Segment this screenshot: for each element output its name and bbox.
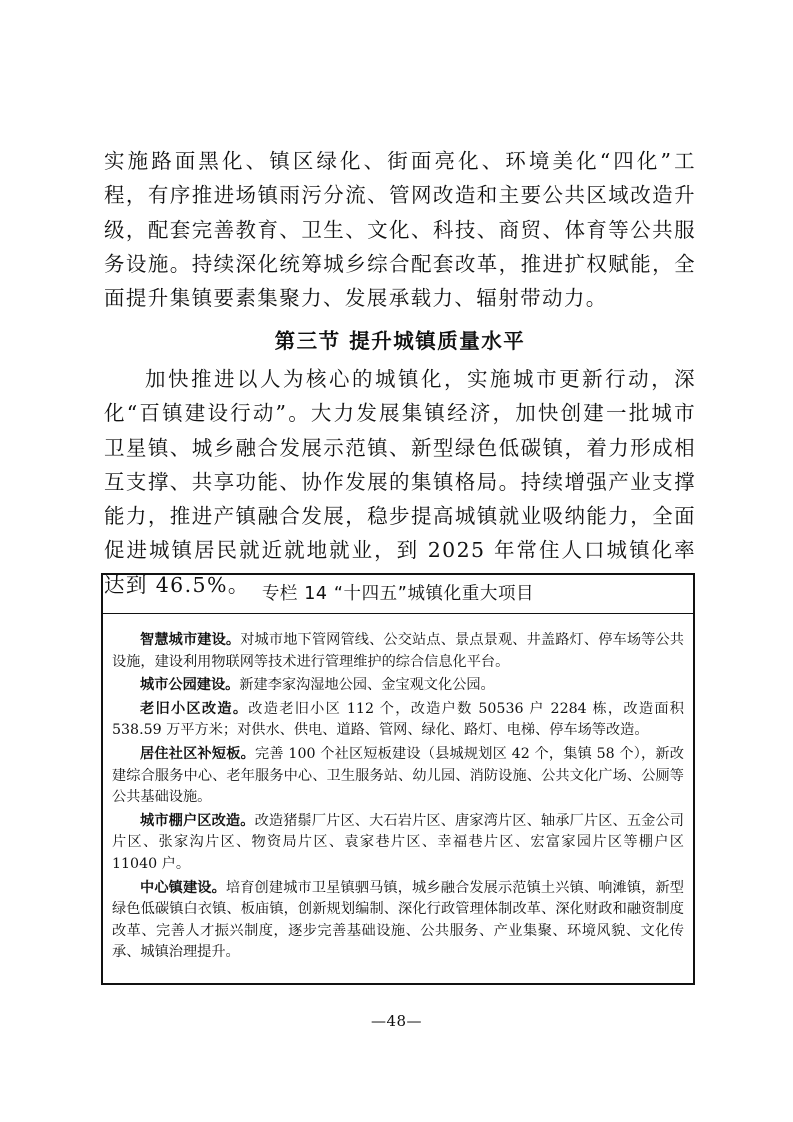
project-item-lead: 智慧城市建设。 [140,632,241,648]
body-paragraph: 实施路面黑化、镇区绿化、街面亮化、环境美化“四化”工程，有序推进场镇雨污分流、管网改造和主要公共区域改造升级，配套完善教育、卫生、文化、科技、商贸、体育等公共服务设施。持续深化统筹城乡综合配套改革，推进扩权赋能，全面提升集镇要素集聚力、发展承载力、辐射带动力。 [104,149,696,311]
project-item-lead: 老旧小区改造。 [140,700,249,717]
project-item-lead: 居住社区补短板。 [140,745,255,762]
project-item-text: 改造老旧小区 112 个，改造户数 50536 户 2284 栋，改造面积 538.59 万平方米；对供水、供电、道路、管网、绿化、路灯、电梯、停车场等改造。 [112,700,684,739]
project-item-text: 培育创建城市卫星镇驷马镇，城乡融合发展示范镇土兴镇、响滩镇，新型绿色低碳镇白衣镇、板庙镇，创新规划编制、深化行政管理体制改革、深化财政和融资制度改革、完善人才振兴制度，逐步完善基础设施、公共服务、产业集聚、环境风貌、文化传承、城镇治理提升。 [112,879,684,961]
project-item-text: 新建李家沟湿地公园、金宝观文化公园。 [239,677,495,694]
project-item-text: 改造猪鬃厂片区、大石岩片区、唐家湾片区、轴承厂片区、五金公司片区、张家沟片区、物资局片区、袁家巷片区、幸福巷片区、宏富家园片区等棚户区 11040 户。 [112,812,684,872]
project-item [112,630,684,673]
project-item-text: 对城市地下管网管线、公交站点、景点景观、井盖路灯、停车场等公共设施，建设利用物联网等技术进行管理维护的综合信息化平台。 [112,632,684,670]
project-item [112,811,684,876]
project-item-text: 完善 100 个社区短板建设（县城规划区 42 个，集镇 58 个），新改建综合服务中心、老年服务中心、卫生服务站、幼儿园、消防设施、公共文化广场、公厕等公共基础设施。 [112,745,684,806]
body-paragraph: 加快推进以人为核心的城镇化，实施城市更新行动，深化“百镇建设行动”。大力发展集镇经济，加快创建一批城市卫星镇、城乡融合发展示范镇、新型绿色低碳镇，着力形成相互支撑、共享功能、协作发展的集镇格局。持续增强产业支撑能力，推进产镇融合发展，稳步提高城镇就业吸纳能力，全面促进城镇居民就近就地就业，到 2025 年常住人口城镇化率达到 46.5%。 [104,367,696,597]
project-item [112,675,684,697]
project-item [112,699,684,742]
feature-box-title: 专栏 14 “十四五”城镇化重大项目 [103,575,693,614]
section-heading: 第三节 提升城镇质量水平 [274,329,526,353]
feature-box [101,573,695,985]
project-item-lead: 城市公园建设。 [140,677,240,694]
project-item-lead: 城市棚户区改造。 [140,812,255,829]
project-item [112,744,684,809]
page-number: —48— [370,1012,423,1030]
project-item [112,878,684,964]
feature-box-body [103,614,693,964]
project-item-lead: 中心镇建设。 [140,879,226,896]
